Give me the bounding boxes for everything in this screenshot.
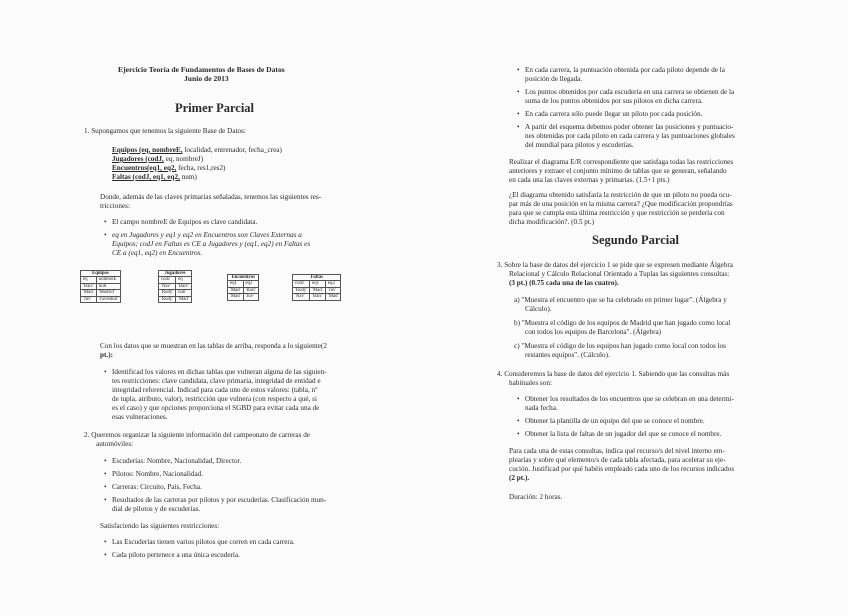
q4-l2: habituales son:	[509, 379, 552, 387]
er-l2: anteriores y extraer el conjunto mínimo de tablas que se generan, señalando	[509, 167, 727, 175]
q4-item-1-l1: • Obtener los resultados de los encuentros que se celebran en una determi-	[525, 395, 734, 405]
table-cell: 'Juv'	[243, 294, 259, 300]
table-cell: 'Rudy'	[293, 287, 310, 293]
table-cell: 'Juv'	[325, 287, 341, 293]
table-caption: Equipos	[81, 271, 121, 277]
table-cell: 'Juv'	[81, 296, 97, 302]
table-cell: 'Mad'	[325, 294, 341, 300]
table-cell: 'Mad'	[228, 294, 244, 300]
table-cell: 'Barc'	[243, 287, 259, 293]
q3-l2: Relacional y Cálculo Relacional Orientado a Tuplas las siguientes consultas:	[509, 270, 730, 278]
query-b-l1: b) "Muestra el código de los equipos de Madrid que han jugado como local	[514, 319, 731, 327]
info-item-results-l2: dial de pilotos y de escuderías.	[112, 505, 201, 513]
schema-attrs: eq, nombreJ)	[163, 155, 204, 163]
rule-l8: del mundial para pilotos y escuderías.	[525, 141, 634, 149]
index-l2: plearías y sobre qué elemento/s de cada tabla afectada, para acelerar su eje-	[509, 456, 726, 464]
index-l4: (2 pt.).	[509, 474, 530, 482]
table-cell: 'Mad'	[176, 296, 192, 302]
table-cell: 'Rudy'	[159, 296, 176, 302]
query-c-l2: restantes equipos". (Cálculo).	[525, 351, 610, 359]
table-cell: null	[96, 283, 120, 289]
table-encuentros	[227, 274, 259, 301]
table-header: nombreE	[96, 277, 120, 283]
table-cell: 'Nav'	[159, 283, 176, 289]
restriction-item: • Cada piloto pertenece a una única escudería.	[112, 551, 240, 561]
restriction-bullet-2-l1: • eq en Jugadores y eq1 y eq2 en Encuentros son Claves Externas a	[112, 231, 302, 241]
table-cell: 'Barc'	[81, 283, 97, 289]
q4-l1: 4. Consideremos la base de datos del ejercicio 1. Sabiendo que las consultas más	[497, 370, 730, 378]
schema-attrs: num)	[179, 173, 197, 181]
table-cell: 'Madrid'	[96, 290, 120, 296]
table-cell: 'Mad'	[81, 290, 97, 296]
schema-attrs: localidad, entrenador, fecha_crea)	[182, 146, 282, 154]
table-header: eq2	[243, 281, 259, 287]
table-header: eq	[81, 277, 97, 283]
info-item: • Carreras: Circuito, País, Fecha.	[112, 483, 202, 493]
table-header: eq1	[228, 281, 244, 287]
data-question-l1: Con los datos que se muestran en las tablas de arriba, responda a lo siguiente(2	[100, 342, 327, 350]
rule-l2: posición de llegada.	[525, 75, 583, 83]
table-row	[293, 287, 341, 293]
table-cell: null	[176, 290, 192, 296]
table-cell: 'Juventud'	[96, 296, 120, 302]
duration: Duración: 2 horas.	[509, 493, 563, 501]
identify-l4: de tupla, atributo, valor), restricción que vulnera (con respecto a qué, si	[112, 395, 317, 403]
table-header: codJ	[293, 281, 310, 287]
q3-l1: 3. Sobre la base de datos del ejercicio 1 se pide que se expresen mediante Álgebra	[497, 261, 733, 269]
table-equipos	[80, 270, 121, 303]
er-l1: Realizar el diagrama E/R correspondiente que satisfaga todas las restricciones	[509, 158, 734, 166]
table-header: eq1	[310, 281, 326, 287]
table-caption: Encuentros	[228, 275, 259, 281]
exam-header-date: Junio de 2013	[184, 74, 229, 83]
part1-title: Primer Parcial	[175, 101, 255, 115]
rule-l1: • En cada carrera, la puntuación obtenida por cada piloto depende de la	[525, 66, 725, 76]
q3-l3: (3 pt.) (0.75 cada una de las cuatro).	[509, 279, 619, 287]
table-header: eq	[176, 277, 192, 283]
restriction-bullet-2-l3: CE a (eq1, eq2) en Encuentros.	[112, 249, 203, 257]
table-header: eq2	[325, 281, 341, 287]
query-c-l1: c) "Muestra el código de los equipos han jugado como local con todos los	[514, 342, 726, 350]
info-item: • Pilotos: Nombre, Nacionalidad.	[112, 470, 203, 480]
table-caption: Jugadores	[159, 271, 192, 277]
table-cell: 'Rudy'	[159, 290, 176, 296]
rule-l3: • Los puntos obtenidos por cada escudería en una carrera se obtienen de la	[525, 88, 734, 98]
q2-l1: 2. Queremos organizar la siguiente información del campeonato de carreras de	[84, 431, 310, 439]
schema-key: Faltas (codJ, eq1, eq2,	[112, 173, 180, 181]
schema-faltas	[112, 173, 197, 183]
exam-header-title: Ejercicio Teoría de Fundamentos de Bases de Datos	[118, 65, 285, 74]
table-cell: 'Mad'	[310, 287, 326, 293]
table-cell: 'Barc'	[176, 283, 192, 289]
index-l1: Para cada una de estas consultas, indica qué recurso/s del nivel interno em-	[509, 447, 725, 455]
table-row	[81, 296, 121, 302]
question-l3: para que se cumpla esta última restricción y que restricción se perdería con	[509, 209, 725, 217]
restriction-item: • Las Escuderías tienen varios pilotos que corren en cada carrera.	[112, 538, 295, 548]
question-l2: par más de una posición en la misma carrera? ¿Que modificación propondrías	[509, 200, 733, 208]
query-b-l2: con todos los equipos de Barcelona". (Álgebra)	[525, 328, 662, 336]
q2-l2: automóviles:	[96, 440, 134, 448]
q4-item-2: • Obtener la plantilla de un equipo del que se conoce el nombre.	[525, 417, 705, 427]
table-cell: 'Nav'	[293, 294, 310, 300]
table-cell: 'Mad'	[228, 287, 244, 293]
table-row	[228, 294, 259, 300]
restrictions-intro-1: Donde, además de las claves primarias señaladas, tenemos las siguientes res-	[100, 193, 322, 201]
table-faltas	[292, 274, 341, 301]
rule-l4: suma de los puntos obtenidos por sus pilotos en dicha carrera.	[525, 97, 703, 105]
table-row	[159, 296, 192, 302]
rule-l6: • A partir del esquema debemos poder obtener las posiciones y puntuacio-	[525, 123, 733, 133]
question-l1: ¿El diagrama obtenido satisfaría la restricción de que un piloto no pueda ocu-	[509, 191, 732, 199]
schema-key: Jugadores (codJ,	[112, 155, 164, 163]
restriction-bullet-1: • El campo nombreE de Equipos es clave candidata.	[112, 218, 257, 228]
question-l4: dicha modificación?. (0.5 pt.)	[509, 218, 595, 226]
er-l3: en cada una las claves externas y primarias. (1.5+1 pts.)	[509, 176, 670, 184]
table-caption: Faltas	[293, 275, 341, 281]
q1-intro: 1. Supongamos que tenemos la siguiente Base de Datos:	[84, 127, 246, 135]
table-cell: 'Barc'	[310, 294, 326, 300]
info-item: • Escuderías: Nombre, Nacionalidad, Director.	[112, 457, 241, 467]
identify-l3: integridad referencial. Indicad para cada uno de estos valores: (tabla, nº	[112, 386, 318, 394]
identify-l2: tes restricciones: clave candidata, clave primaria, integridad de entidad e	[112, 377, 321, 385]
table-row	[293, 294, 341, 300]
restrictions-intro-2: tricciones:	[100, 202, 130, 210]
index-l3: cución. Justificad por qué habéis empleado cada uno de los recursos indicados	[509, 465, 735, 473]
info-item-results-l1: • Resultados de las carreras por pilotos y por escuderías. Clasificación mun-	[112, 496, 326, 506]
q4-item-3: • Obtener la lista de faltas de un jugador del que se conoce el nombre.	[525, 430, 721, 440]
q4-item-1-l2: nada fecha.	[525, 404, 558, 412]
identify-l5: es el caso) y que opciones proporciona el SGBD para evitar cada una de	[112, 404, 320, 412]
rule-l7: nes obtenidas por cada piloto en cada carrera y las puntuaciones globales	[525, 132, 735, 140]
schema-key: Equipos (eq, nombreE,	[112, 146, 183, 154]
query-a-l2: Cálculo).	[525, 305, 552, 313]
part2-title: Segundo Parcial	[592, 233, 679, 247]
identify-l6: esas vulneraciones.	[112, 413, 168, 421]
schema-attrs: fecha, res1,res2)	[176, 164, 226, 172]
identify-l1: • Identificad los valores en dichas tablas que vulneran alguna de las siguien-	[112, 368, 327, 378]
data-question-l2: pt.):	[100, 351, 113, 359]
table-header: codJ	[159, 277, 176, 283]
table-row	[81, 290, 121, 296]
rule-l5: • En cada carrera sólo puede llegar un piloto por cada posición.	[525, 110, 702, 120]
schema-key: Encuentros(eq1, eq2,	[112, 164, 177, 172]
query-a-l1: a) "Muestra el encuentro que se ha celebrado en primer lugar". (Álgebra y	[514, 296, 727, 304]
satisfy-intro: Satisfaciendo las siguientes restricciones:	[100, 522, 220, 530]
restriction-bullet-2-l2: Equipos; codJ en Faltas es CE a Jugadores y (eq1, eq2) en Faltas es	[112, 240, 311, 248]
table-jugadores	[158, 270, 192, 303]
